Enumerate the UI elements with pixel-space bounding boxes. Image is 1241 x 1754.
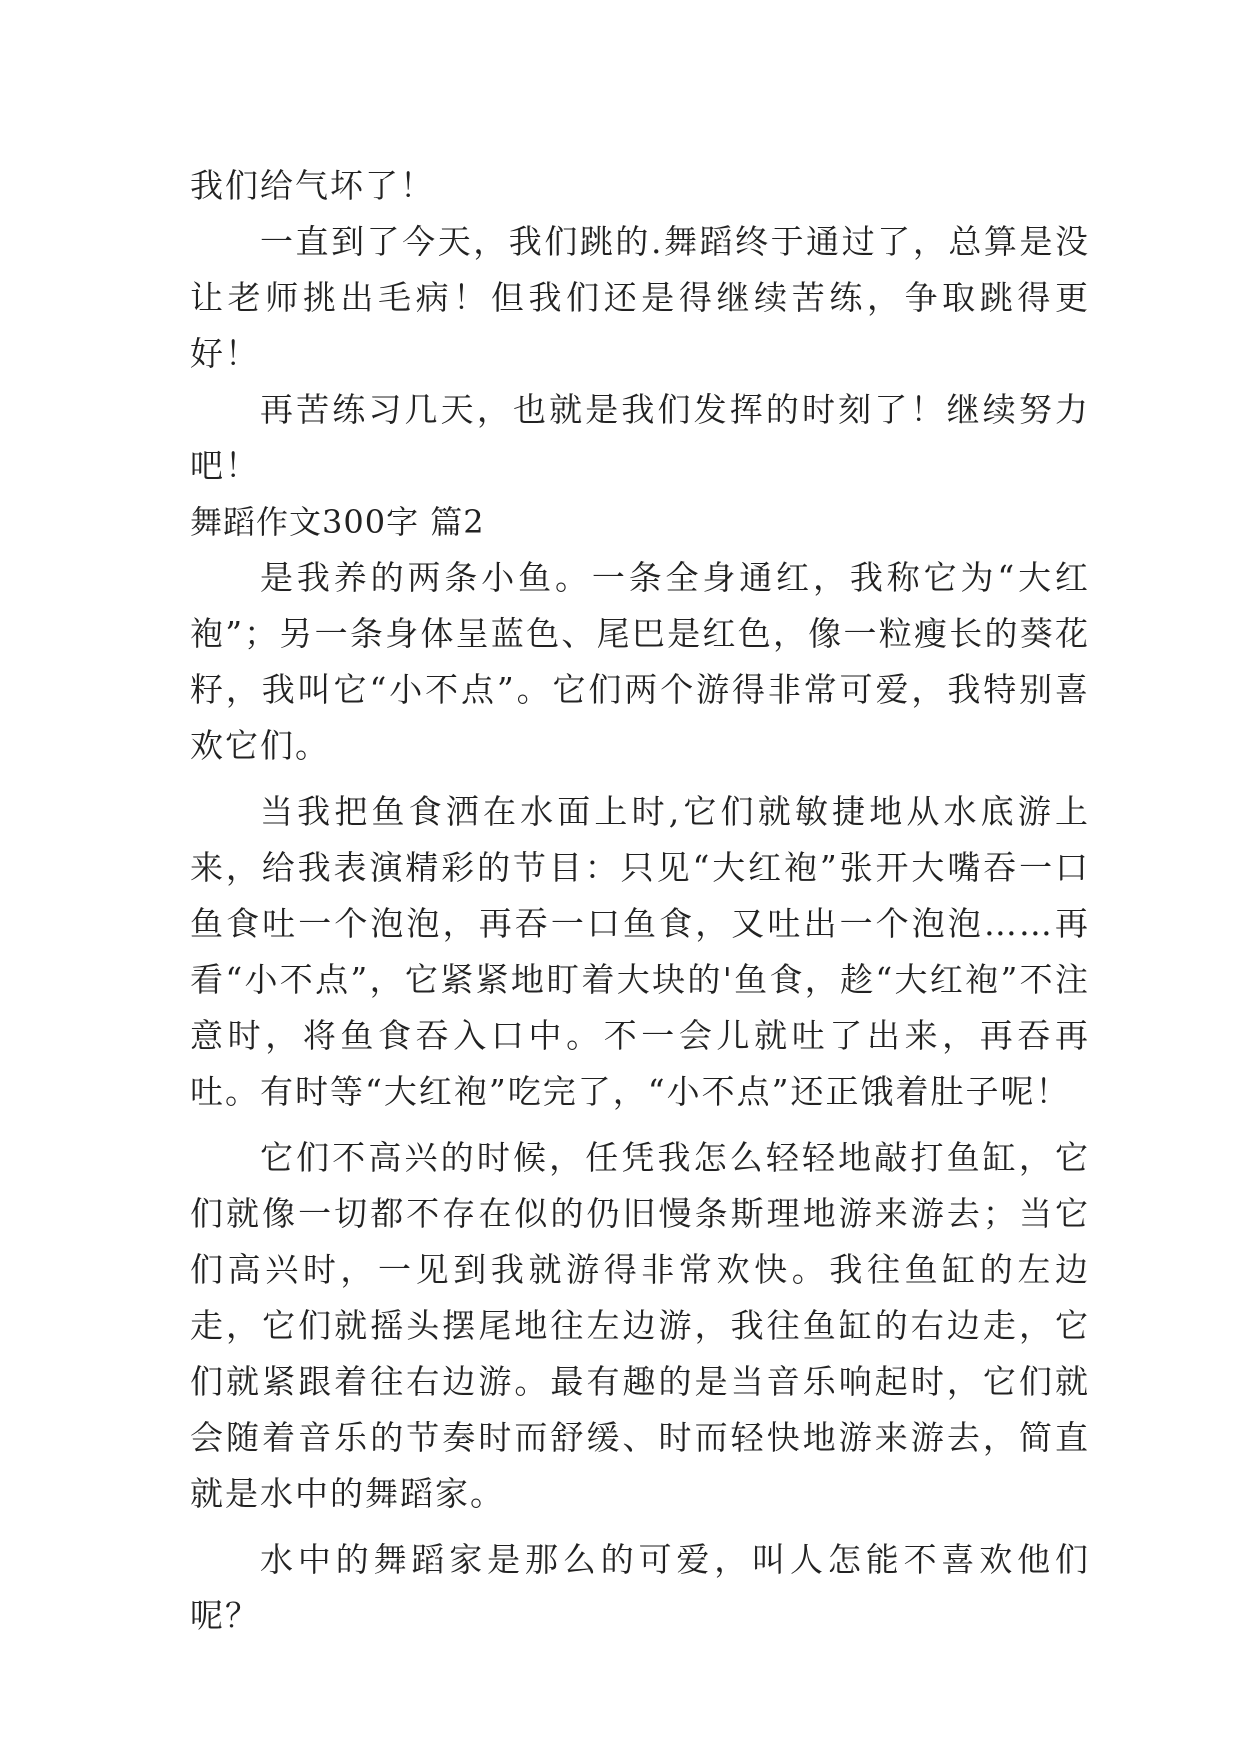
section-heading: 舞蹈作文300字 篇2	[190, 503, 485, 541]
paragraph-6: 它们不高兴的时候，任凭我怎么轻轻地敲打鱼缸，它们就像一切都不存在似的仍旧慢条斯理地游来游去；当它们高兴时，一见到我就游得非常欢快。我往鱼缸的左边走，它们就摇头摆尾地往左边游，我往鱼缸的右边走，它们就紧跟着往右边游。最有趣的是当音乐响起时，它们就会随着音乐的节奏时而舒缓、时而轻快地游来游去，简直就是水中的舞蹈家。	[190, 1138, 1090, 1513]
paragraph-5: 当我把鱼食洒在水面上时,它们就敏捷地从水底游上来，给我表演精彩的节目：只见“大红袍”张开大嘴吞一口鱼食吐一个泡泡，再吞一口鱼食，又吐出一个泡泡……再看“小不点”，它紧紧地盯着大块的'鱼食，趁“大红袍”不注意时，将鱼食吞入口中。不一会儿就吐了出来，再吞再吐。有时等“大红袍”吃完了，“小不点”还正饿着肚子呢！	[190, 792, 1090, 1111]
paragraph-4: 是我养的两条小鱼。一条全身通红，我称它为“大红袍”；另一条身体呈蓝色、尾巴是红色，像一粒瘦长的葵花籽，我叫它“小不点”。它们两个游得非常可爱，我特别喜欢它们。	[190, 558, 1090, 765]
document-body	[190, 158, 1090, 1644]
paragraph-3: 再苦练习几天，也就是我们发挥的时刻了！继续努力吧！	[190, 390, 1090, 485]
paragraph-2: 一直到了今天，我们跳的.舞蹈终于通过了，总算是没让老师挑出毛病！但我们还是得继续苦练，争取跳得更好！	[190, 222, 1090, 373]
paragraph-1: 我们给气坏了！	[190, 166, 435, 205]
paragraph-7: 水中的舞蹈家是那么的可爱，叫人怎能不喜欢他们呢？	[190, 1540, 1090, 1635]
